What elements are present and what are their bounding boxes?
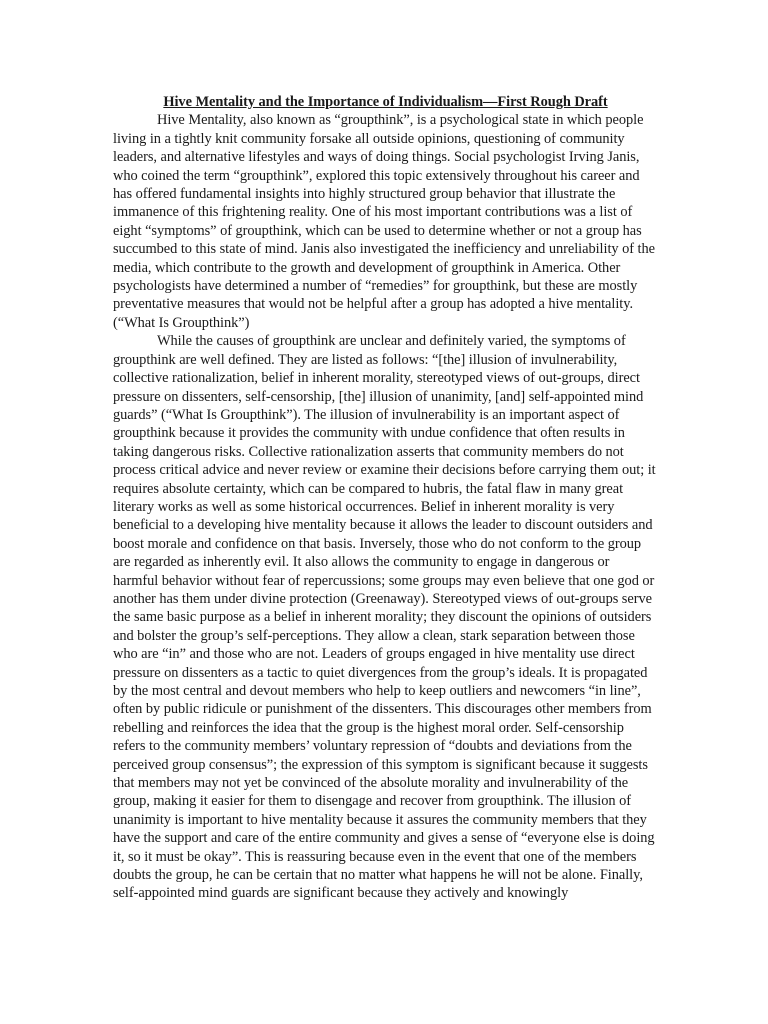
document-page: [113, 93, 658, 903]
document-title: Hive Mentality and the Importance of Individualism—First Rough Draft: [163, 94, 608, 110]
paragraph-2: While the causes of groupthink are unclear and definitely varied, the symptoms of groupthink are well defined. They are listed as follows: “[the] illusion of invulnerability, collective rationalization, belief in inherent morality, stereotyped views of out-groups, direct pressure on dissenters, self-censorship, [the] illusion of unanimity, [and] self-appointed mind guards” (“What Is Groupthink”). The illusion of invulnerability is an important aspect of groupthink because it provides the community with undue confidence that often results in taking dangerous risks. Collective rationalization asserts that community members do not process critical advice and never review or examine their decisions before carrying them out; it requires absolute certainty, which can be compared to hubris, the fatal flaw in many great literary works as well as some historical occurrences. Belief in inherent morality is very beneficial to a developing hive mentality because it allows the leader to discount outsiders and boost morale and confidence on that basis. Inversely, those who do not conform to the group are regarded as inherently evil. It also allows the community to engage in dangerous or harmful behavior without fear of repercussions; some groups may even believe that one god or another has them under divine protection (Greenaway). Stereotyped views of out-groups serve the same basic purpose as a belief in inherent morality; they discount the opinions of outsiders and bolster the group’s self-perceptions. They allow a clean, stark separation between those who are “in” and those who are not. Leaders of groups engaged in hive mentality use direct pressure on dissenters as a tactic to quiet divergences from the group’s ideals. It is propagated by the most central and devout members who help to keep outliers and newcomers “in line”, often by public ridicule or punishment of the dissenters. This discourages other members from rebelling and reinforces the idea that the group is the highest moral order. Self-censorship refers to the community members’ voluntary repression of “doubts and deviations from the perceived group consensus”; the expression of this symptom is significant because it suggests that members may not yet be convinced of the absolute morality and invulnerability of the group, making it easier for them to disengage and recover from groupthink. The illusion of unanimity is important to hive mentality because it assures the community members that they have the support and care of the entire community and gives a sense of “everyone else is doing it, so it must be okay”. This is reassuring because even in the event that one of the members doubts the group, he can be certain that no matter what happens he will not be alone. Finally, self-appointed mind guards are significant because they actively and knowingly: [113, 333, 656, 902]
paragraph-1: Hive Mentality, also known as “groupthink”, is a psychological state in which people living in a tightly knit community forsake all outside opinions, questioning of community leaders, and alternative lifestyles and ways of doing things. Social psychologist Irving Janis, who coined the term “groupthink”, explored this topic extensively throughout his career and has offered fundamental insights into highly structured group behavior that illustrate the immanence of this frightening reality. One of his most important contributions was a list of eight “symptoms” of groupthink, which can be used to determine whether or not a group has succumbed to this state of mind. Janis also investigated the inefficiency and unreliability of the media, which contribute to the growth and development of groupthink in America. Other psychologists have determined a number of “remedies” for groupthink, but these are mostly preventative measures that would not be helpful after a group has adopted a hive mentality. (“What Is Groupthink”): [113, 112, 655, 331]
